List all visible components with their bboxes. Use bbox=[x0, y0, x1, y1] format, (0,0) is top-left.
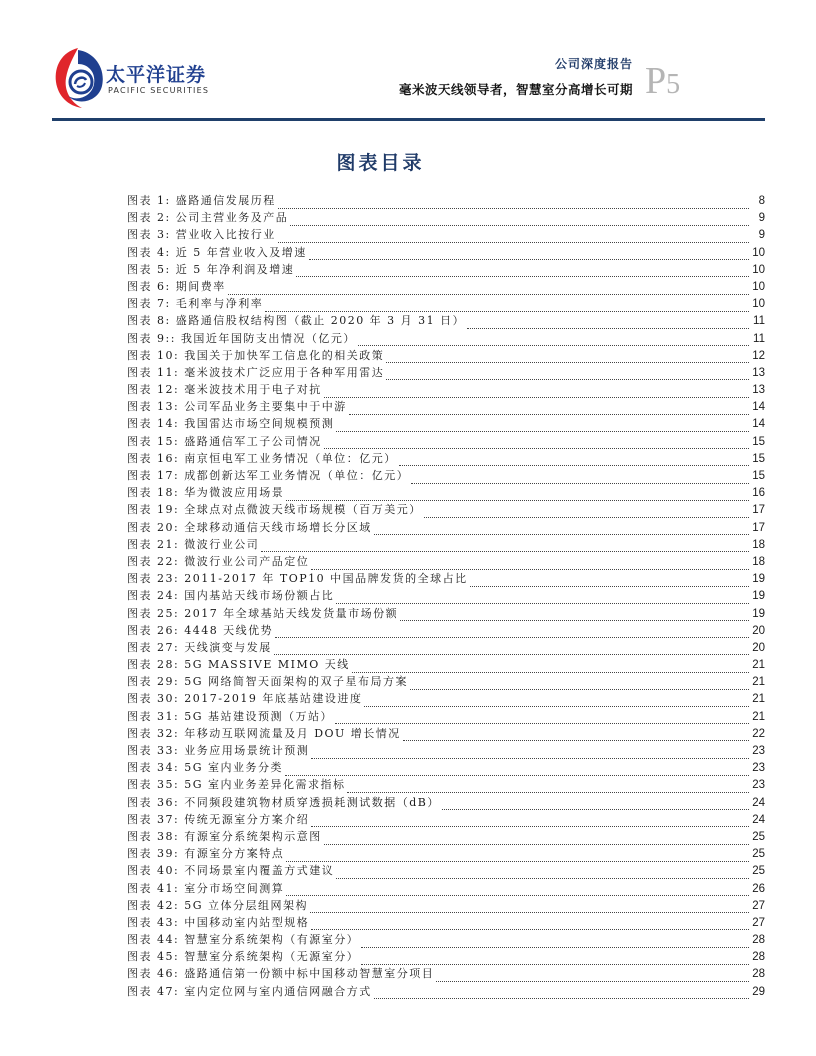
toc-entry[interactable] bbox=[127, 725, 765, 742]
toc-entry-page[interactable]: 28 bbox=[752, 934, 765, 947]
dot-leader bbox=[364, 695, 749, 707]
toc-entry[interactable] bbox=[127, 794, 765, 811]
toc-entry-page[interactable]: 13 bbox=[752, 384, 765, 397]
toc-entry-label[interactable]: 图表 26: 4448 天线优势 bbox=[127, 623, 274, 637]
toc-entry-label[interactable]: 图表 24: 国内基站天线市场份额占比 bbox=[127, 589, 335, 603]
toc-entry-label[interactable]: 图表 42: 5G 立体分层组网架构 bbox=[127, 898, 308, 912]
toc-entry-label[interactable]: 图表 44: 智慧室分系统架构（有源室分） bbox=[127, 933, 360, 947]
dot-leader bbox=[335, 712, 749, 724]
toc-entry[interactable] bbox=[127, 244, 765, 261]
toc-entry[interactable] bbox=[127, 226, 765, 243]
toc-entry-label[interactable]: 图表 47: 室内定位网与室内通信网融合方式 bbox=[127, 984, 372, 998]
toc-entry-label[interactable]: 图表 46: 盛路通信第一份额中标中国移动智慧室分项目 bbox=[127, 967, 435, 981]
toc-entry[interactable] bbox=[127, 553, 765, 570]
toc-entry-page[interactable]: 21 bbox=[752, 710, 765, 723]
dot-leader bbox=[311, 558, 749, 570]
page-header bbox=[0, 0, 816, 122]
toc-entry-page[interactable]: 17 bbox=[752, 504, 765, 517]
toc-entry-label[interactable]: 图表 40: 不同场景室内覆盖方式建议 bbox=[127, 864, 335, 878]
toc-entry[interactable] bbox=[127, 312, 765, 329]
toc-entry-page[interactable]: 10 bbox=[752, 246, 765, 259]
dot-leader bbox=[310, 901, 749, 913]
toc-entry-page[interactable]: 19 bbox=[752, 590, 765, 603]
logo-chinese-name: 太平洋证券 bbox=[106, 64, 207, 86]
dot-leader bbox=[374, 987, 749, 999]
figure-toc-list bbox=[127, 192, 765, 1000]
toc-entry-page[interactable]: 12 bbox=[752, 349, 765, 362]
toc-entry-label[interactable]: 图表 36: 不同频段建筑物材质穿透损耗测试数据（dB） bbox=[127, 795, 440, 809]
dot-leader bbox=[349, 403, 749, 415]
report-subtitle: 毫米波天线领导者，智慧室分高增长可期 bbox=[398, 82, 633, 97]
dot-leader bbox=[290, 214, 749, 226]
toc-entry[interactable] bbox=[127, 862, 765, 879]
dot-leader bbox=[324, 833, 749, 845]
toc-entry-page[interactable]: 11 bbox=[753, 315, 765, 328]
toc-entry-label[interactable]: 图表 29: 5G 网络简智天面架构的双子星布局方案 bbox=[127, 675, 408, 689]
toc-entry[interactable] bbox=[127, 622, 765, 639]
toc-entry-page[interactable]: 25 bbox=[752, 830, 765, 843]
toc-entry-label[interactable]: 图表 37: 传统无源室分方案介绍 bbox=[127, 812, 310, 826]
page-prefix: P bbox=[645, 60, 667, 102]
toc-entry[interactable] bbox=[127, 433, 765, 450]
toc-entry[interactable] bbox=[127, 381, 765, 398]
toc-entry[interactable] bbox=[127, 450, 765, 467]
toc-entry[interactable] bbox=[127, 811, 765, 828]
toc-entry[interactable] bbox=[127, 897, 765, 914]
toc-entry[interactable] bbox=[127, 828, 765, 845]
dot-leader bbox=[324, 386, 749, 398]
dot-leader bbox=[424, 506, 749, 518]
toc-entry-page[interactable]: 21 bbox=[752, 693, 765, 706]
dot-leader bbox=[278, 197, 749, 209]
toc-entry[interactable] bbox=[127, 605, 765, 622]
toc-entry-label[interactable]: 图表 2: 公司主营业务及产品 bbox=[127, 211, 289, 225]
toc-entry-page[interactable]: 28 bbox=[752, 951, 765, 964]
toc-entry-page[interactable]: 23 bbox=[752, 745, 765, 757]
toc-entry-label[interactable]: 图表 35: 5G 室内业务差异化需求指标 bbox=[127, 778, 346, 792]
toc-entry[interactable] bbox=[127, 330, 765, 347]
toc-entry-page[interactable]: 21 bbox=[752, 676, 765, 689]
toc-entry-page[interactable]: 18 bbox=[752, 538, 765, 551]
toc-entry[interactable] bbox=[127, 690, 765, 707]
toc-entry-page[interactable]: 16 bbox=[752, 487, 765, 500]
toc-entry-label[interactable]: 图表 4: 近 5 年营业收入及增速 bbox=[127, 245, 307, 259]
toc-entry-label[interactable]: 图表 34: 5G 室内业务分类 bbox=[127, 761, 283, 775]
toc-entry-label[interactable]: 图表 11: 毫米波技术广泛应用于各种军用雷达 bbox=[127, 365, 385, 379]
dot-leader bbox=[286, 850, 749, 862]
toc-entry-page[interactable]: 25 bbox=[752, 848, 765, 861]
toc-entry-page[interactable]: 10 bbox=[752, 298, 765, 311]
dot-leader bbox=[411, 472, 749, 484]
toc-entry[interactable] bbox=[127, 965, 765, 982]
dot-leader bbox=[285, 764, 749, 776]
toc-entry-page[interactable]: 22 bbox=[752, 727, 765, 740]
toc-entry-page[interactable]: 27 bbox=[752, 899, 765, 912]
dot-leader bbox=[286, 884, 749, 896]
toc-entry-label[interactable]: 图表 43: 中国移动室内站型规格 bbox=[127, 915, 310, 929]
toc-entry-page[interactable]: 10 bbox=[752, 263, 765, 276]
toc-entry-label[interactable]: 图表 32: 年移动互联网流量及月 DOU 增长情况 bbox=[127, 726, 401, 740]
toc-entry[interactable] bbox=[127, 914, 765, 931]
toc-entry-page[interactable]: 11 bbox=[753, 332, 765, 345]
toc-entry-label[interactable]: 图表 38: 有源室分系统架构示意图 bbox=[127, 829, 322, 843]
toc-entry-page[interactable]: 13 bbox=[752, 366, 765, 379]
dot-leader bbox=[324, 437, 749, 449]
dot-leader bbox=[470, 575, 749, 587]
dot-leader bbox=[265, 300, 749, 312]
toc-entry[interactable] bbox=[127, 759, 765, 776]
toc-entry[interactable] bbox=[127, 501, 765, 518]
toc-entry-label[interactable]: 图表 25: 2017 年全球基站天线发货量市场份额 bbox=[127, 606, 399, 620]
toc-entry-page[interactable]: 23 bbox=[752, 762, 765, 775]
dot-leader bbox=[286, 489, 749, 501]
toc-entry-page[interactable]: 14 bbox=[752, 401, 765, 414]
dot-leader bbox=[311, 815, 749, 827]
toc-entry[interactable] bbox=[127, 261, 765, 278]
toc-entry-page[interactable]: 27 bbox=[752, 916, 765, 929]
toc-entry-page[interactable]: 25 bbox=[752, 865, 765, 878]
toc-entry-label[interactable]: 图表 28: 5G MASSIVE MIMO 天线 bbox=[127, 658, 350, 672]
toc-entry-label[interactable]: 图表 6: 期间费率 bbox=[127, 279, 226, 293]
dot-leader bbox=[410, 678, 749, 690]
toc-entry-page[interactable]: 15 bbox=[752, 452, 765, 465]
toc-entry[interactable] bbox=[127, 519, 765, 536]
dot-leader bbox=[309, 248, 749, 260]
toc-entry-page[interactable]: 18 bbox=[752, 555, 765, 568]
toc-entry[interactable] bbox=[127, 673, 765, 690]
toc-entry-label[interactable]: 图表 18: 华为微波应用场景 bbox=[127, 486, 285, 500]
toc-entry-label[interactable]: 图表 16: 南京恒电军工业务情况（单位：亿元） bbox=[127, 451, 397, 465]
dot-leader bbox=[278, 231, 749, 243]
toc-entry-label[interactable]: 图表 23: 2011-2017 年 TOP10 中国品牌发货的全球占比 bbox=[127, 572, 468, 586]
toc-entry[interactable] bbox=[127, 295, 765, 312]
toc-entry-page[interactable]: 23 bbox=[752, 779, 765, 792]
toc-entry[interactable] bbox=[127, 656, 765, 673]
toc-entry[interactable] bbox=[127, 398, 765, 415]
toc-entry[interactable] bbox=[127, 845, 765, 862]
toc-entry-page[interactable]: 14 bbox=[752, 418, 765, 431]
toc-entry-page[interactable]: 29 bbox=[752, 985, 765, 998]
dot-leader bbox=[296, 265, 749, 277]
toc-entry-label[interactable]: 图表 14: 我国雷达市场空间规模预测 bbox=[127, 417, 335, 431]
dot-leader bbox=[436, 970, 749, 982]
toc-entry-label[interactable]: 图表 41: 室分市场空间测算 bbox=[127, 881, 285, 895]
toc-entry-label[interactable]: 图表 30: 2017-2019 年底基站建设进度 bbox=[127, 692, 363, 706]
toc-entry-label[interactable]: 图表 15: 盛路通信军工子公司情况 bbox=[127, 434, 322, 448]
dot-leader bbox=[336, 867, 749, 879]
dot-leader bbox=[336, 592, 749, 604]
dot-leader bbox=[399, 454, 749, 466]
toc-entry-label[interactable]: 图表 5: 近 5 年净利润及增速 bbox=[127, 262, 295, 276]
toc-entry[interactable] bbox=[127, 880, 765, 897]
toc-entry-label[interactable]: 图表 3: 营业收入比按行业 bbox=[127, 228, 276, 242]
toc-entry-label[interactable]: 图表 21: 微波行业公司 bbox=[127, 537, 260, 551]
toc-entry-label[interactable]: 图表 1: 盛路通信发展历程 bbox=[127, 194, 276, 207]
toc-entry-page[interactable]: 24 bbox=[752, 796, 765, 809]
toc-entry-page[interactable]: 15 bbox=[752, 470, 765, 482]
toc-entry-label[interactable]: 图表 33: 业务应用场景统计预测 bbox=[127, 744, 310, 757]
toc-title: 图表目录 bbox=[336, 152, 425, 174]
toc-entry-page[interactable]: 24 bbox=[752, 813, 765, 826]
toc-entry-page[interactable]: 26 bbox=[752, 882, 765, 895]
toc-entry[interactable] bbox=[127, 708, 765, 725]
toc-entry-label[interactable]: 图表 9:: 我国近年国防支出情况（亿元） bbox=[127, 331, 356, 345]
toc-entry-label[interactable]: 图表 7: 毛利率与净利率 bbox=[127, 297, 264, 311]
toc-entry-page[interactable]: 9 bbox=[758, 212, 765, 225]
toc-entry[interactable] bbox=[127, 983, 765, 1000]
toc-entry[interactable] bbox=[127, 587, 765, 604]
toc-entry[interactable] bbox=[127, 776, 765, 793]
dot-leader bbox=[311, 747, 749, 759]
toc-entry[interactable] bbox=[127, 364, 765, 381]
toc-entry-label[interactable]: 图表 8: 盛路通信股权结构图（截止 2020 年 3 月 31 日） bbox=[127, 314, 466, 328]
toc-entry-label[interactable]: 图表 19: 全球点对点微波天线市场规模（百万美元） bbox=[127, 503, 422, 517]
toc-entry-page[interactable]: 20 bbox=[752, 641, 765, 654]
toc-entry[interactable] bbox=[127, 209, 765, 226]
toc-entry[interactable] bbox=[127, 639, 765, 656]
dot-leader bbox=[311, 918, 749, 930]
dot-leader bbox=[374, 523, 749, 535]
toc-entry-page[interactable]: 20 bbox=[752, 624, 765, 637]
dot-leader bbox=[275, 626, 749, 638]
toc-entry-label[interactable]: 图表 31: 5G 基站建设预测（万站） bbox=[127, 709, 333, 723]
toc-entry-label[interactable]: 图表 12: 毫米波技术用于电子对抗 bbox=[127, 383, 322, 397]
dot-leader bbox=[386, 368, 749, 380]
toc-entry-page[interactable]: 8 bbox=[758, 195, 765, 207]
pacific-securities-logo-icon bbox=[52, 44, 104, 110]
toc-entry[interactable] bbox=[127, 467, 765, 484]
toc-entry-label[interactable]: 图表 17: 成都创新达军工业务情况（单位：亿元） bbox=[127, 469, 410, 482]
toc-entry-page[interactable]: 15 bbox=[752, 435, 765, 448]
toc-entry-label[interactable]: 图表 39: 有源室分方案特点 bbox=[127, 847, 285, 861]
toc-entry[interactable] bbox=[127, 415, 765, 432]
dot-leader bbox=[386, 351, 749, 363]
toc-entry[interactable] bbox=[127, 948, 765, 965]
toc-entry-label[interactable]: 图表 20: 全球移动通信天线市场增长分区域 bbox=[127, 520, 372, 534]
page-number: 5 bbox=[666, 69, 681, 100]
dot-leader bbox=[228, 283, 749, 295]
toc-entry-page[interactable]: 9 bbox=[758, 229, 765, 242]
dot-leader bbox=[336, 420, 749, 432]
dot-leader bbox=[261, 540, 749, 552]
dot-leader bbox=[467, 317, 749, 329]
page-number-mark bbox=[645, 62, 680, 100]
toc-entry-page[interactable]: 21 bbox=[752, 659, 765, 672]
report-type: 公司深度报告 bbox=[554, 57, 633, 71]
toc-entry[interactable] bbox=[127, 931, 765, 948]
toc-entry[interactable] bbox=[127, 347, 765, 364]
dot-leader bbox=[403, 729, 749, 741]
toc-entry[interactable] bbox=[127, 278, 765, 295]
logo-english-name: PACIFIC SECURITIES bbox=[108, 86, 210, 95]
toc-entry-label[interactable]: 图表 45: 智慧室分系统架构（无源室分） bbox=[127, 950, 360, 964]
dot-leader bbox=[361, 953, 749, 965]
toc-entry-page[interactable]: 17 bbox=[752, 521, 765, 534]
header-divider bbox=[52, 118, 765, 121]
toc-entry-label[interactable]: 图表 22: 微波行业公司产品定位 bbox=[127, 554, 310, 568]
toc-entry[interactable] bbox=[127, 570, 765, 587]
toc-entry[interactable] bbox=[127, 536, 765, 553]
toc-entry-page[interactable]: 28 bbox=[752, 968, 765, 981]
dot-leader bbox=[358, 334, 749, 346]
dot-leader bbox=[400, 609, 749, 621]
toc-entry-label[interactable]: 图表 27: 天线演变与发展 bbox=[127, 640, 272, 654]
toc-entry-label[interactable]: 图表 10: 我国关于加快军工信息化的相关政策 bbox=[127, 348, 385, 362]
dot-leader bbox=[361, 936, 749, 948]
dot-leader bbox=[274, 643, 749, 655]
toc-entry-page[interactable]: 10 bbox=[752, 280, 765, 293]
dot-leader bbox=[442, 798, 749, 810]
dot-leader bbox=[347, 781, 749, 793]
toc-entry[interactable] bbox=[127, 742, 765, 759]
toc-entry[interactable] bbox=[127, 192, 765, 209]
toc-entry-page[interactable]: 19 bbox=[752, 607, 765, 620]
dot-leader bbox=[352, 661, 749, 673]
toc-entry[interactable] bbox=[127, 484, 765, 501]
company-logo bbox=[52, 44, 232, 110]
toc-entry-label[interactable]: 图表 13: 公司军品业务主要集中于中游 bbox=[127, 400, 347, 414]
toc-entry-page[interactable]: 19 bbox=[752, 573, 765, 586]
